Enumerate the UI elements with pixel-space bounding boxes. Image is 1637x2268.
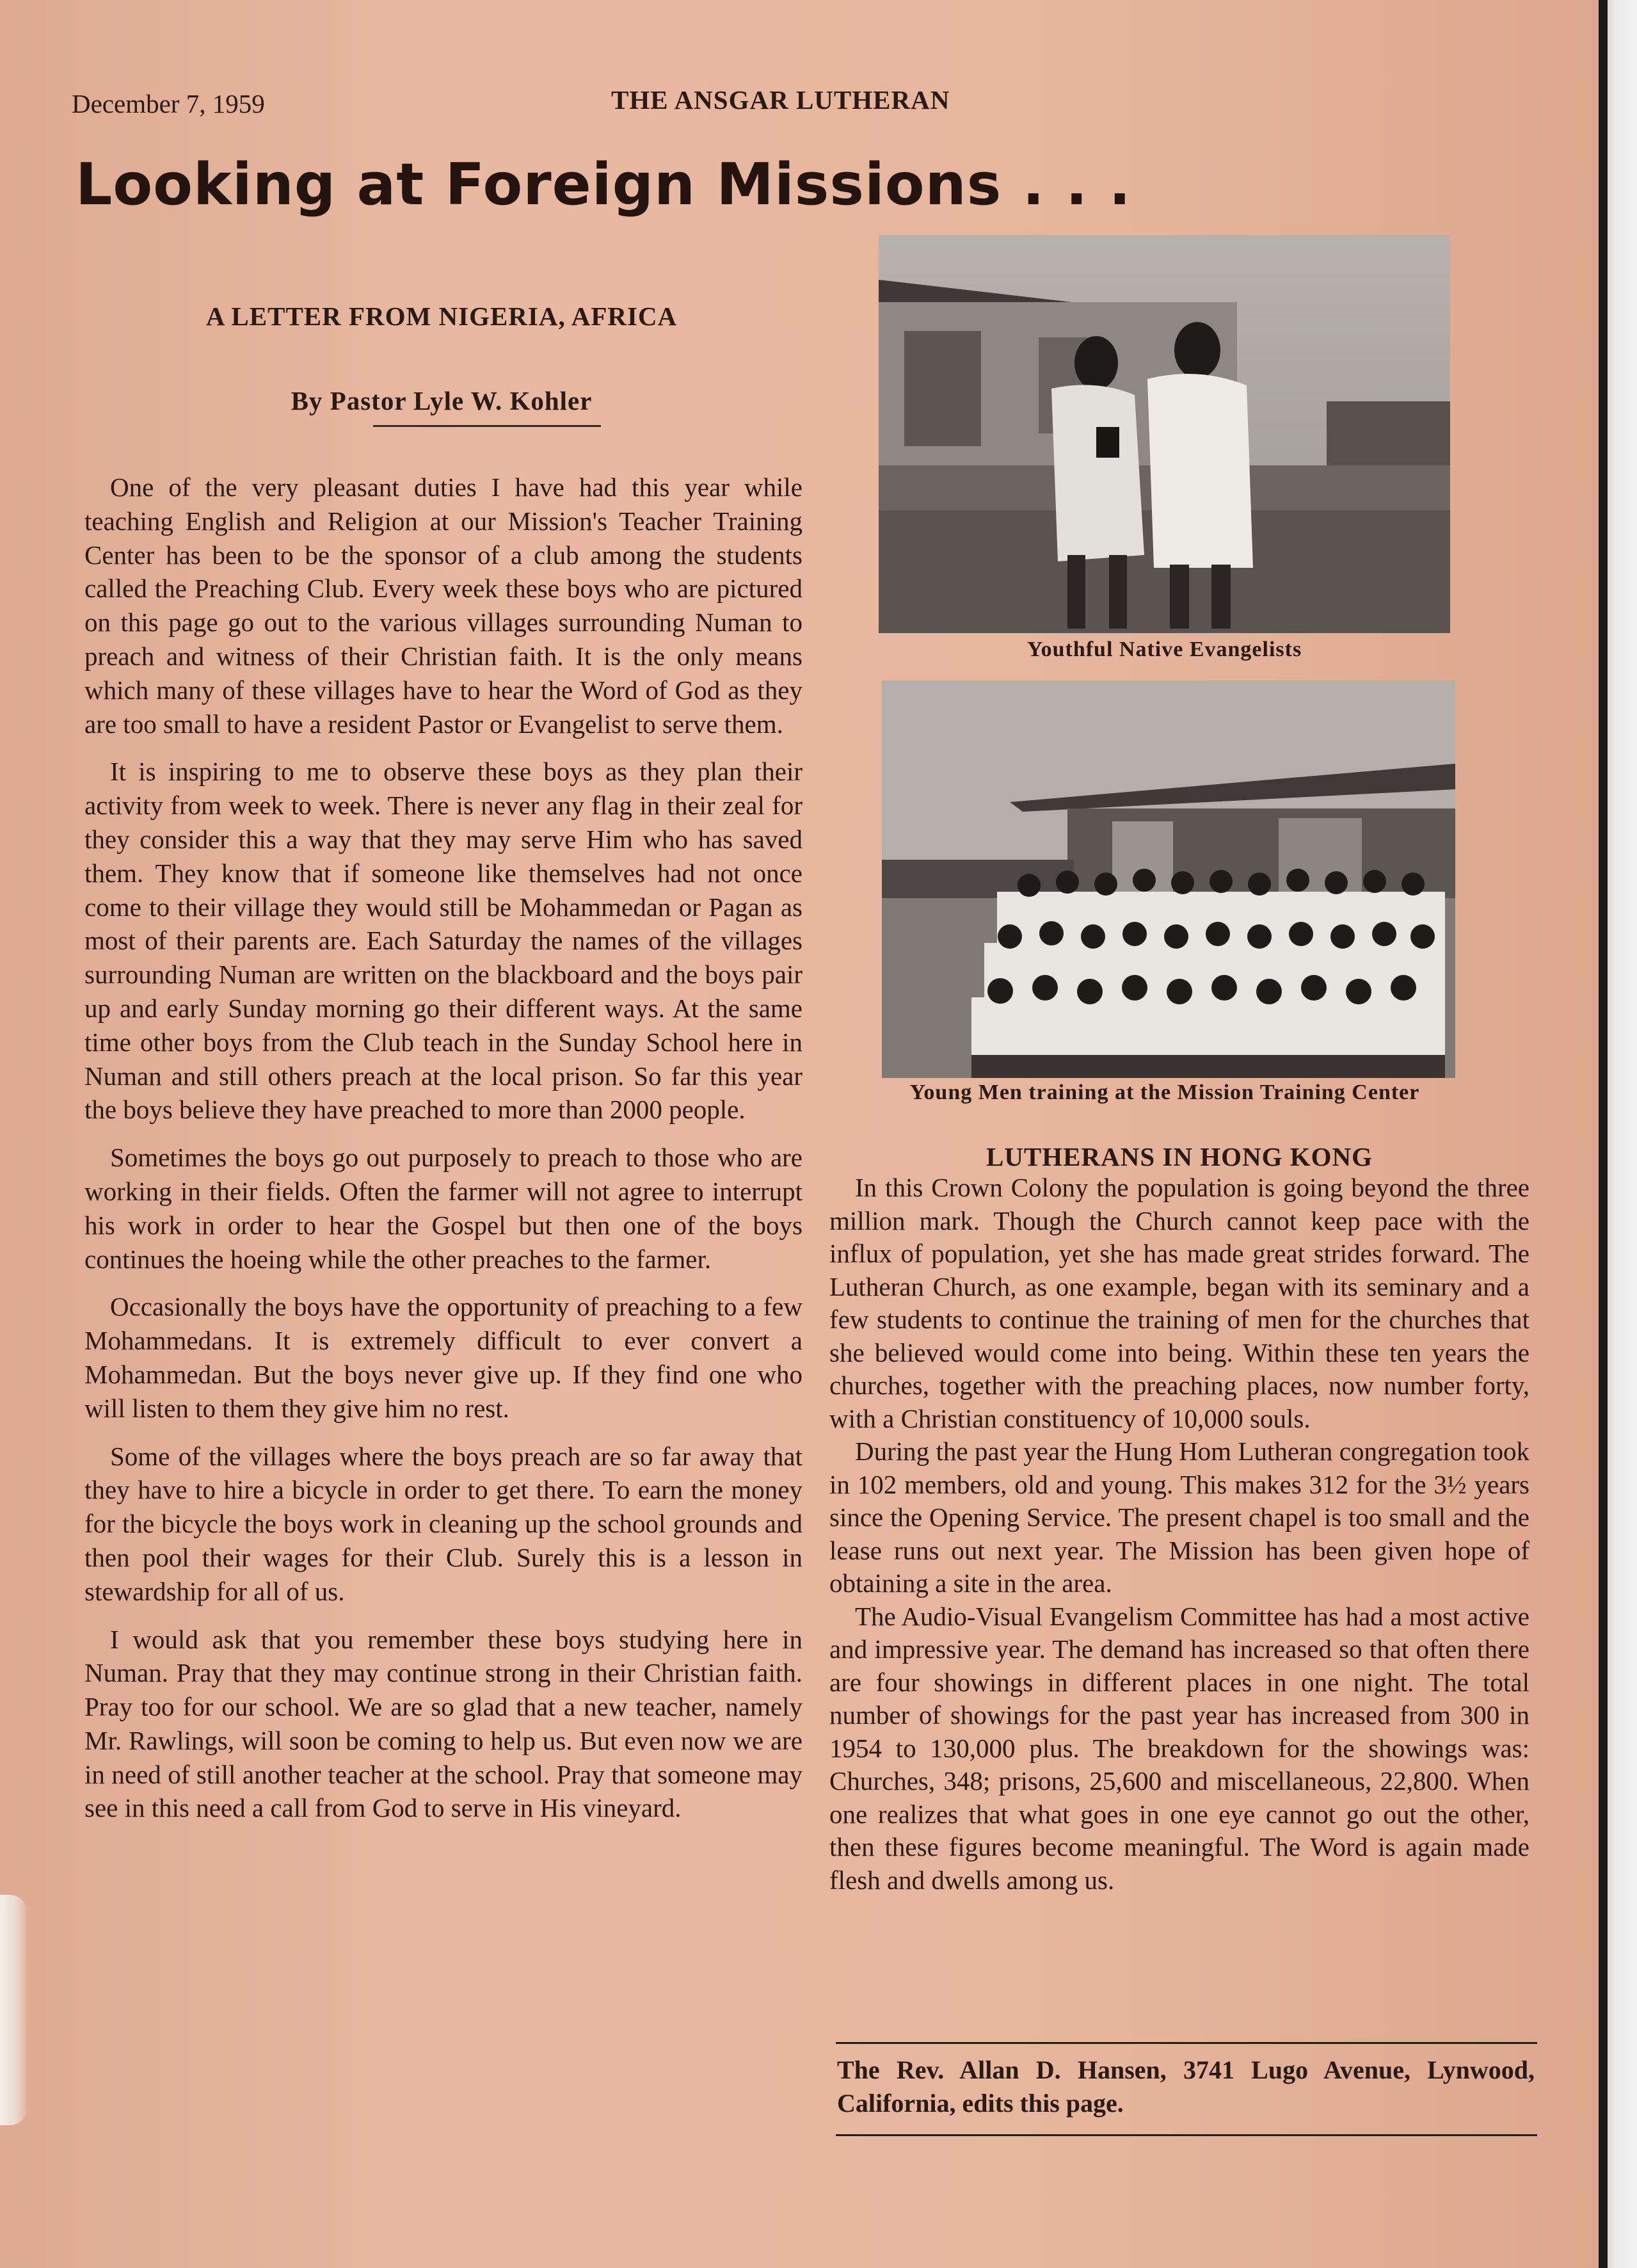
letter-paragraph: Sometimes the boys go out purposely to preach to those who are working in their fields. Often the farmer will not agree to interrupt his work in order to hear the Gospel but then one of the boys continues the hoeing while the other preaches to the farmer. xyxy=(84,1143,803,1274)
hongkong-body xyxy=(829,1171,1529,1897)
hongkong-paragraph: During the past year the Hung Hom Lutheran congregation took in 102 members, old and young. This makes 312 for the 3½ years since the Opening Service. The present chapel is too small and the lease runs out next year. The Mission has been given hope of obtaining a site in the area. xyxy=(829,1436,1529,1598)
letter-paragraph: Occasionally the boys have the opportunity of preaching to a few Mohammedans. It is extremely difficult to ever convert a Mohammedan. But the boys never give up. If they find one who will listen to them they give him no rest. xyxy=(84,1292,803,1423)
letter-body xyxy=(84,470,803,1839)
editor-note: The Rev. Allan D. Hansen, 3741 Lugo Avenue, Lynwood, California, edits this page. xyxy=(837,2055,1535,2118)
byline-rule xyxy=(373,425,601,427)
editor-rule-top xyxy=(836,2042,1537,2044)
hongkong-paragraph: The Audio-Visual Evangelism Committee has had a most active and impressive year. The demand has increased so that often there are four showings in different places in one night. The total number of showings for the past year has increased from 300 in 1954 to 130,000 plus. The breakdown for the showings was: Churches, 348; prisons, 25,600 and miscellaneous, 22,800. When one realizes that what goes in one eye cannot go out the other, then these figures become meaningful. The Word is again made flesh and dwells among us. xyxy=(829,1601,1529,1895)
editor-rule-bottom xyxy=(836,2134,1537,2136)
letter-paragraph: One of the very pleasant duties I have had this year while teaching English and Religion at our Mission's Teacher Training Center has been to be the sponsor of a club among the students called the Preaching Club. Every week these boys who are pictured on this page go out to the various villages surrounding Numan to preach and witness of their Christian faith. It is the only means which many of these villages have to hear the Word of God as they are too small to have a resident Pastor or Evangelist to serve them. xyxy=(84,472,803,739)
letter-heading: A LETTER FROM NIGERIA, AFRICA xyxy=(205,302,678,331)
letter-paragraph: I would ask that you remember these boys studying here in Numan. Pray that they may continue strong in their Christian faith. Pray too for our school. We are so glad that a new teacher, namely Mr. Rawlings, will soon be coming to help us. But even now we are in need of still another teacher at the school. Pray that someone may see in this need a call from God to serve in His vineyard. xyxy=(84,1624,803,1823)
binding-edge xyxy=(1599,0,1608,2268)
photo-caption: Youthful Native Evangelists xyxy=(1026,638,1302,661)
page-title: Looking at Foreign Missions . . . xyxy=(76,151,1131,218)
letter-byline: By Pastor Lyle W. Kohler xyxy=(291,386,593,415)
issue-date: December 7, 1959 xyxy=(72,89,265,118)
letter-paragraph: It is inspiring to me to observe these boys as they plan their activity from week to week. There is never any flag in their zeal for they consider this a way that they may serve Him who has saved them. They know that if someone like themselves had not once come to their village they would still be Mohammedan or Pagan as most of their parents are. Each Saturday the names of the villages surrounding Numan are written on the blackboard and the boys pair up and early Sunday morning go their different ways. At the same time other boys from the Club teach in the Sunday School here in Numan and still others preach at the local prison. So far this year the boys believe they have preached to more than 2000 people. xyxy=(84,757,803,1125)
hongkong-heading: LUTHERANS IN HONG KONG xyxy=(986,1142,1373,1171)
photo-training-center-group xyxy=(882,680,1455,1078)
publication-name: THE ANSGAR LUTHERAN xyxy=(611,85,950,115)
photo-caption: Young Men training at the Mission Training Center xyxy=(909,1081,1420,1104)
torn-edge xyxy=(0,1895,28,2125)
hongkong-paragraph: In this Crown Colony the population is going beyond the three million mark. Though the Church cannot keep pace with the influx of population, yet she has made great strides forward. The Lutheran Church, as one example, began with its seminary and a few students to continue the training of men for the churches that she believed would come into being. Within these ten years the churches, together with the preaching places, now number forty, with a Christian constituency of 10,000 souls. xyxy=(829,1173,1529,1433)
letter-paragraph: Some of the villages where the boys preach are so far away that they have to hire a bicycle in order to get there. To earn the money for the bicycle the boys work in cleaning up the school grounds and then pool their wages for their Club. Surely this is a lesson in stewardship for all of us. xyxy=(84,1441,803,1606)
photo-evangelists xyxy=(879,235,1450,633)
